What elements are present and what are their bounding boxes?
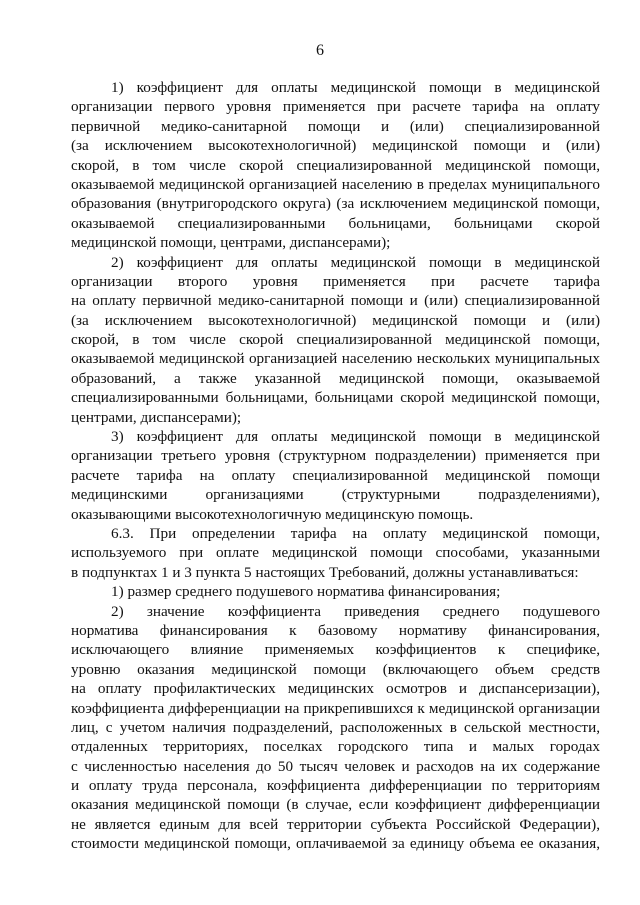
text-line: исключающего влияние применяемых коэффициентов к специфике, xyxy=(71,641,600,659)
text-line: специализированными больницами, больницами скорой медицинской помощи, xyxy=(71,389,600,407)
text-line: используемого при оплате медицинской помощи способами, указанными xyxy=(71,544,600,562)
text-line: оказания медицинской помощи (в случае, если коэффициент дифференциации xyxy=(71,796,600,814)
text-line: оказываемой медицинской организацией населению в пределах муниципального xyxy=(71,175,600,193)
text-line: скорой, в том числе скорой специализированной медицинской помощи, xyxy=(71,331,600,349)
text-line: первичной медико-санитарной помощи и (или) специализированной xyxy=(71,117,600,135)
text-line: 1) коэффициент для оплаты медицинской помощи в медицинской xyxy=(111,79,600,96)
text-line: организации второго уровня применяется при расчете тарифа xyxy=(71,272,600,290)
text-line: оказываемой специализированными больницами, больницами скорой xyxy=(71,214,600,232)
text-line: отдаленных территориях, поселках городского типа и малых городах xyxy=(71,738,600,756)
text-line: медицинскими организациями (структурными подразделениями), xyxy=(71,486,600,504)
text-line: (за исключением высокотехнологичной) медицинской помощи и (или) xyxy=(71,137,600,155)
text-line: стоимости медицинской помощи, оплачиваемой за единицу объема ее оказания, xyxy=(71,835,600,853)
text-line: расчете тарифа на оплату специализированной медицинской помощи xyxy=(71,466,600,484)
text-line: и оплату труда персонала, коэффициента дифференциации по территориям xyxy=(71,777,600,795)
text-line: в подпунктах 1 и 3 пункта 5 настоящих Требований, должны устанавливаться: xyxy=(71,563,579,581)
text-line: организации первого уровня применяется при расчете тарифа на оплату xyxy=(71,98,600,116)
text-line: 2) значение коэффициента приведения среднего подушевого xyxy=(111,602,600,620)
text-line: на оплату профилактических медицинских осмотров и диспансеризации), xyxy=(71,680,600,698)
text-line: образований, а также указанной медицинской помощи, оказываемой xyxy=(71,369,600,387)
document-body xyxy=(71,78,600,854)
text-line: 2) коэффициент для оплаты медицинской помощи в медицинской xyxy=(111,253,600,271)
text-line: лиц, с учетом наличия подразделений, расположенных в сельской местности, xyxy=(71,718,600,736)
text-line: 3) коэффициент для оплаты медицинской помощи в медицинской xyxy=(111,428,600,446)
text-line: (за исключением высокотехнологичной) медицинской помощи и (или) xyxy=(71,311,600,329)
page-number: 6 xyxy=(316,42,324,59)
text-line: на оплату первичной медико-санитарной помощи и (или) специализированной xyxy=(71,292,600,310)
text-line: 6.3. При определении тарифа на оплату медицинской помощи, xyxy=(111,524,600,542)
text-line: коэффициента дифференциации на прикрепившихся к медицинской организации xyxy=(71,699,600,717)
text-line: медицинской помощи, центрами, диспансерами); xyxy=(71,234,391,252)
text-line: уровню оказания медицинской помощи (включающего объем средств xyxy=(71,660,600,678)
text-line: оказывающими высокотехнологичную медицинскую помощь. xyxy=(71,505,474,523)
text-line: организации третьего уровня (структурном подразделении) применяется при xyxy=(71,447,600,465)
text-line: 1) размер среднего подушевого норматива финансирования; xyxy=(111,583,501,601)
text-line: норматива финансирования к базовому нормативу финансирования, xyxy=(71,621,600,639)
text-line: оказываемой медицинской организацией населению нескольких муниципальных xyxy=(71,350,600,368)
text-line: не является единым для всей территории субъекта Российской Федерации), xyxy=(71,815,600,833)
text-line: скорой, в том числе скорой специализированной медицинской помощи, xyxy=(71,156,600,174)
text-line: центрами, диспансерами); xyxy=(71,408,242,426)
text-line: с численностью населения до 50 тысяч человек и расходов на их содержание xyxy=(71,757,600,775)
text-line: образования (внутригородского округа) (за исключением медицинской помощи, xyxy=(71,195,600,213)
